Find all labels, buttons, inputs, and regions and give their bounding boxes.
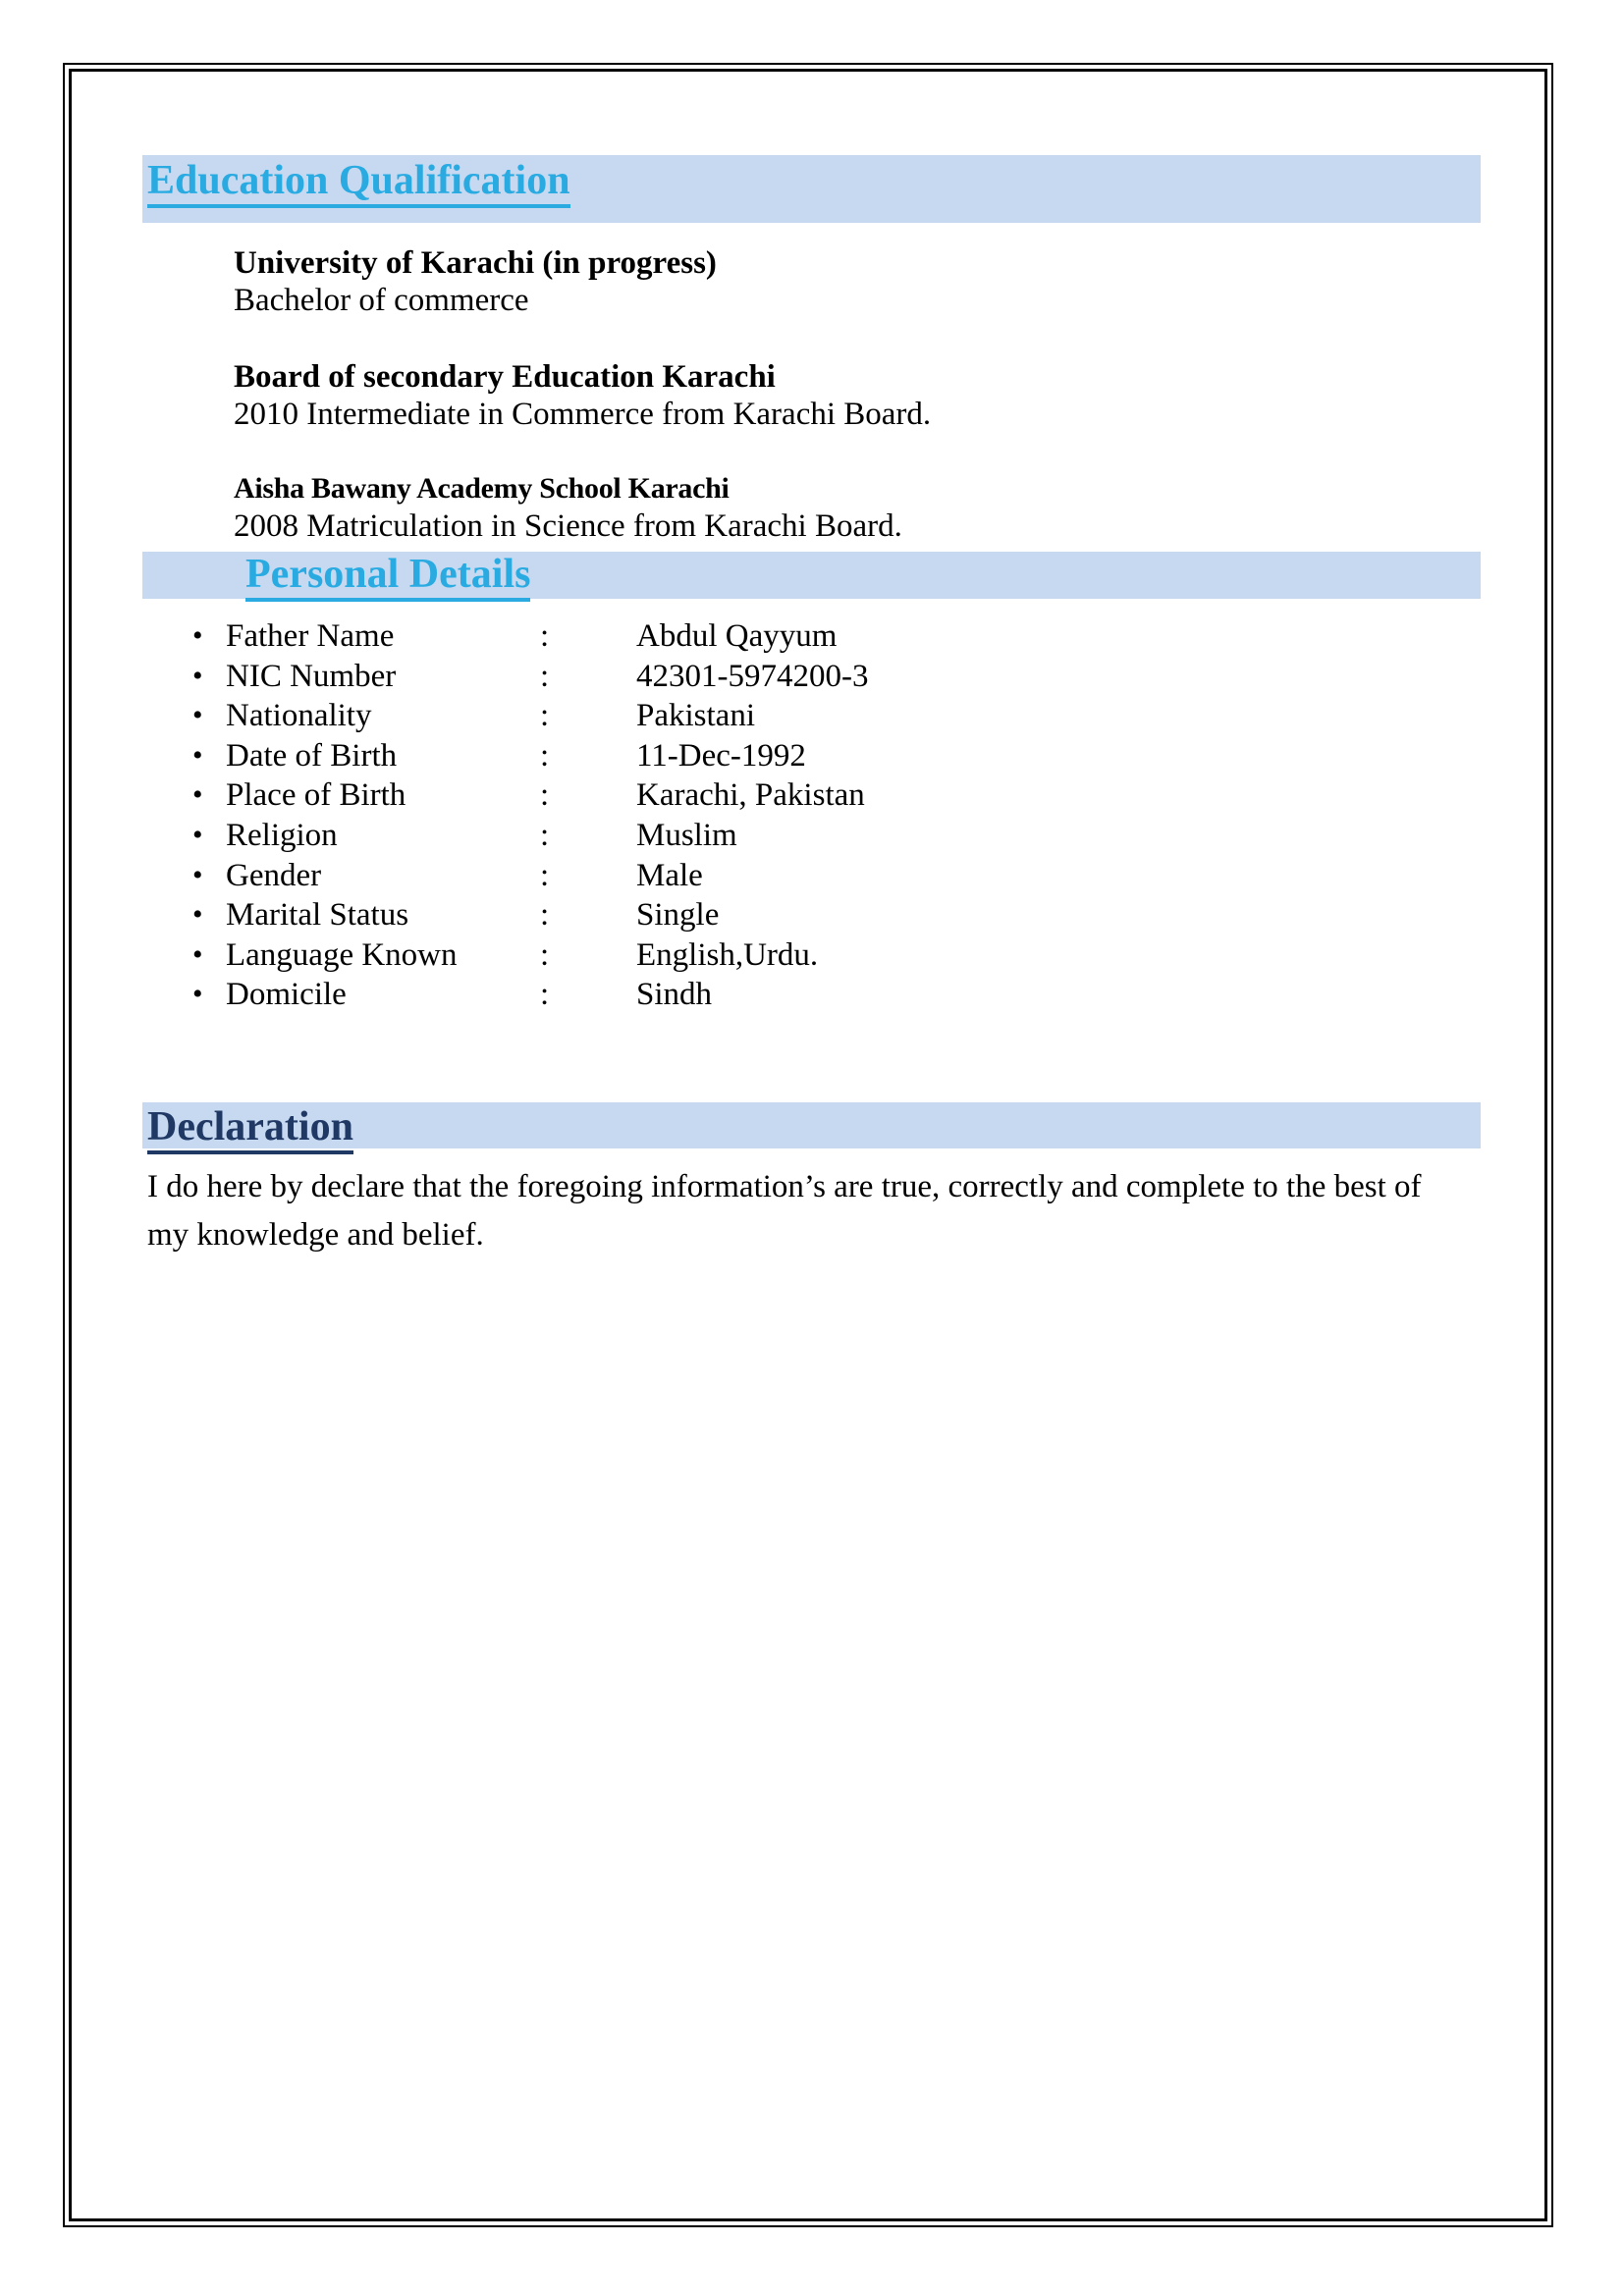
education-entry-detail: 2008 Matriculation in Science from Karachi Board. bbox=[234, 508, 902, 544]
education-entry bbox=[234, 244, 717, 319]
field-separator: : bbox=[540, 936, 550, 973]
bullet-icon: • bbox=[192, 659, 203, 692]
field-label: Language Known bbox=[226, 936, 458, 973]
education-section-bar bbox=[142, 155, 1481, 223]
education-entry-detail: 2010 Intermediate in Commerce from Karachi Board. bbox=[234, 397, 932, 432]
field-separator: : bbox=[540, 777, 550, 814]
field-value: 11-Dec-1992 bbox=[636, 737, 806, 774]
field-separator: : bbox=[540, 737, 550, 774]
declaration-line: my knowledge and belief. bbox=[147, 1217, 484, 1253]
field-label: Place of Birth bbox=[226, 777, 406, 814]
field-value: Karachi, Pakistan bbox=[636, 777, 865, 814]
field-separator: : bbox=[540, 817, 550, 853]
field-separator: : bbox=[540, 698, 550, 734]
field-value: Pakistani bbox=[636, 698, 755, 734]
declaration-section-bar bbox=[142, 1102, 1481, 1148]
field-value: Muslim bbox=[636, 817, 737, 853]
personal-detail-row bbox=[192, 657, 1371, 697]
field-label: Father Name bbox=[226, 618, 395, 654]
education-entry-detail: Bachelor of commerce bbox=[234, 283, 529, 318]
field-label: NIC Number bbox=[226, 658, 397, 694]
field-value: Abdul Qayyum bbox=[636, 618, 838, 654]
bullet-icon: • bbox=[192, 978, 203, 1011]
education-entry-title: Board of secondary Education Karachi bbox=[234, 359, 776, 395]
declaration-paragraph bbox=[147, 1163, 1453, 1259]
bullet-icon: • bbox=[192, 818, 203, 851]
bullet-icon: • bbox=[192, 778, 203, 812]
field-separator: : bbox=[540, 977, 550, 1013]
education-entry-title: Aisha Bawany Academy School Karachi bbox=[234, 472, 730, 505]
field-separator: : bbox=[540, 658, 550, 694]
personal-detail-row bbox=[192, 935, 1371, 976]
field-separator: : bbox=[540, 618, 550, 654]
personal-detail-row bbox=[192, 895, 1371, 935]
field-value: English,Urdu. bbox=[636, 936, 819, 973]
field-label: Date of Birth bbox=[226, 737, 398, 774]
personal-detail-row bbox=[192, 816, 1371, 856]
field-label: Nationality bbox=[226, 698, 372, 734]
field-label: Marital Status bbox=[226, 897, 409, 934]
education-entry-title: University of Karachi (in progress) bbox=[234, 245, 717, 281]
personal-details-list bbox=[192, 616, 1371, 1015]
education-entry bbox=[234, 470, 902, 545]
field-value: 42301-5974200-3 bbox=[636, 658, 869, 694]
personal-detail-row bbox=[192, 856, 1371, 896]
field-separator: : bbox=[540, 897, 550, 934]
field-value: Sindh bbox=[636, 977, 713, 1013]
field-label: Religion bbox=[226, 817, 338, 853]
field-label: Gender bbox=[226, 857, 322, 893]
bullet-icon: • bbox=[192, 619, 203, 652]
field-separator: : bbox=[540, 857, 550, 893]
field-label: Domicile bbox=[226, 977, 347, 1013]
education-section-heading: Education Qualification bbox=[147, 158, 570, 208]
personal-detail-row bbox=[192, 975, 1371, 1015]
declaration-line: I do here by declare that the foregoing information’s are true, correctly and complete to the best of bbox=[147, 1169, 1422, 1204]
personal-detail-row bbox=[192, 616, 1371, 657]
bullet-icon: • bbox=[192, 699, 203, 732]
personal-details-section-heading: Personal Details bbox=[245, 552, 530, 602]
personal-detail-row bbox=[192, 696, 1371, 736]
bullet-icon: • bbox=[192, 738, 203, 772]
bullet-icon: • bbox=[192, 937, 203, 971]
bullet-icon: • bbox=[192, 858, 203, 891]
personal-details-section-bar bbox=[142, 552, 1481, 599]
education-entry bbox=[234, 358, 931, 433]
bullet-icon: • bbox=[192, 898, 203, 932]
field-value: Male bbox=[636, 857, 703, 893]
personal-detail-row bbox=[192, 736, 1371, 776]
declaration-section-heading: Declaration bbox=[147, 1104, 353, 1154]
personal-detail-row bbox=[192, 775, 1371, 816]
field-value: Single bbox=[636, 897, 720, 934]
